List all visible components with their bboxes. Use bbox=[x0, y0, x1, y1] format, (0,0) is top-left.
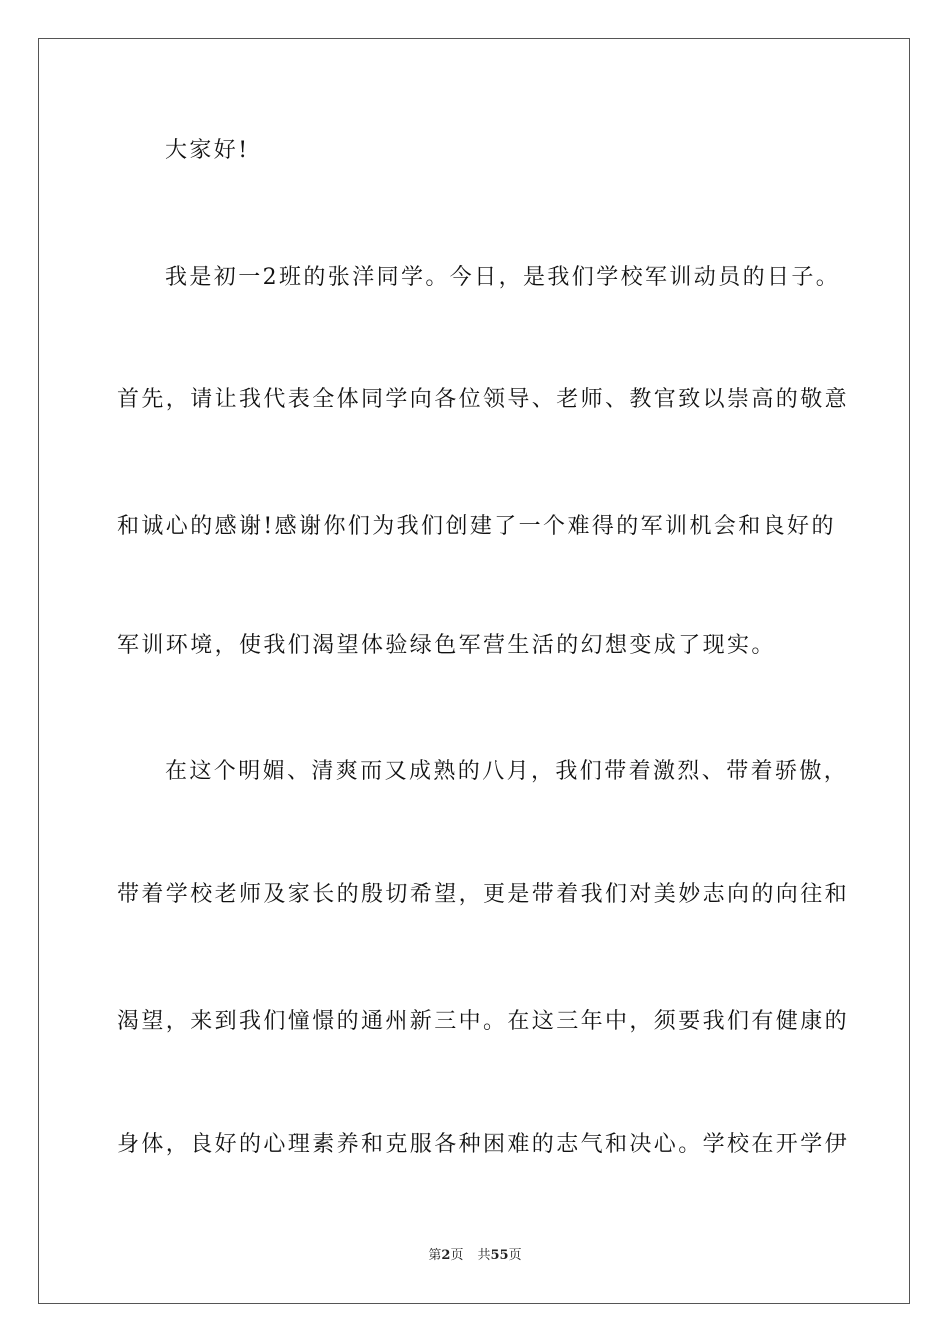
page-footer bbox=[0, 1248, 950, 1264]
paragraph-line: 我是初一2班的张洋同学。今日，是我们学校军训动员的日子。 bbox=[165, 265, 841, 290]
page-number: 2 bbox=[441, 1248, 451, 1263]
page-prefix: 第 bbox=[428, 1248, 442, 1263]
paragraph-line: 带着学校老师及家长的殷切希望，更是带着我们对美妙志向的向往和 bbox=[117, 882, 850, 907]
paragraph-line: 和诚心的感谢!感谢你们为我们创建了一个难得的军训机会和良好的 bbox=[117, 514, 836, 539]
paragraph-line: 在这个明媚、清爽而又成熟的八月，我们带着激烈、带着骄傲， bbox=[165, 759, 849, 784]
paragraph-line: 身体，良好的心理素养和克服各种困难的志气和决心。学校在开学伊 bbox=[117, 1132, 850, 1157]
total-suffix: 页 bbox=[508, 1248, 522, 1263]
page-frame bbox=[38, 38, 910, 1304]
greeting-line: 大家好! bbox=[165, 138, 250, 163]
paragraph-line: 军训环境，使我们渴望体验绿色军营生活的幻想变成了现实。 bbox=[117, 633, 776, 658]
page-suffix: 页 bbox=[450, 1248, 464, 1263]
paragraph-line: 首先，请让我代表全体同学向各位领导、老师、教官致以崇高的敬意 bbox=[117, 387, 850, 412]
paragraph-line: 渴望，来到我们憧憬的通州新三中。在这三年中，须要我们有健康的 bbox=[117, 1009, 850, 1034]
total-pages: 55 bbox=[490, 1248, 509, 1263]
total-prefix: 共 bbox=[477, 1248, 491, 1263]
